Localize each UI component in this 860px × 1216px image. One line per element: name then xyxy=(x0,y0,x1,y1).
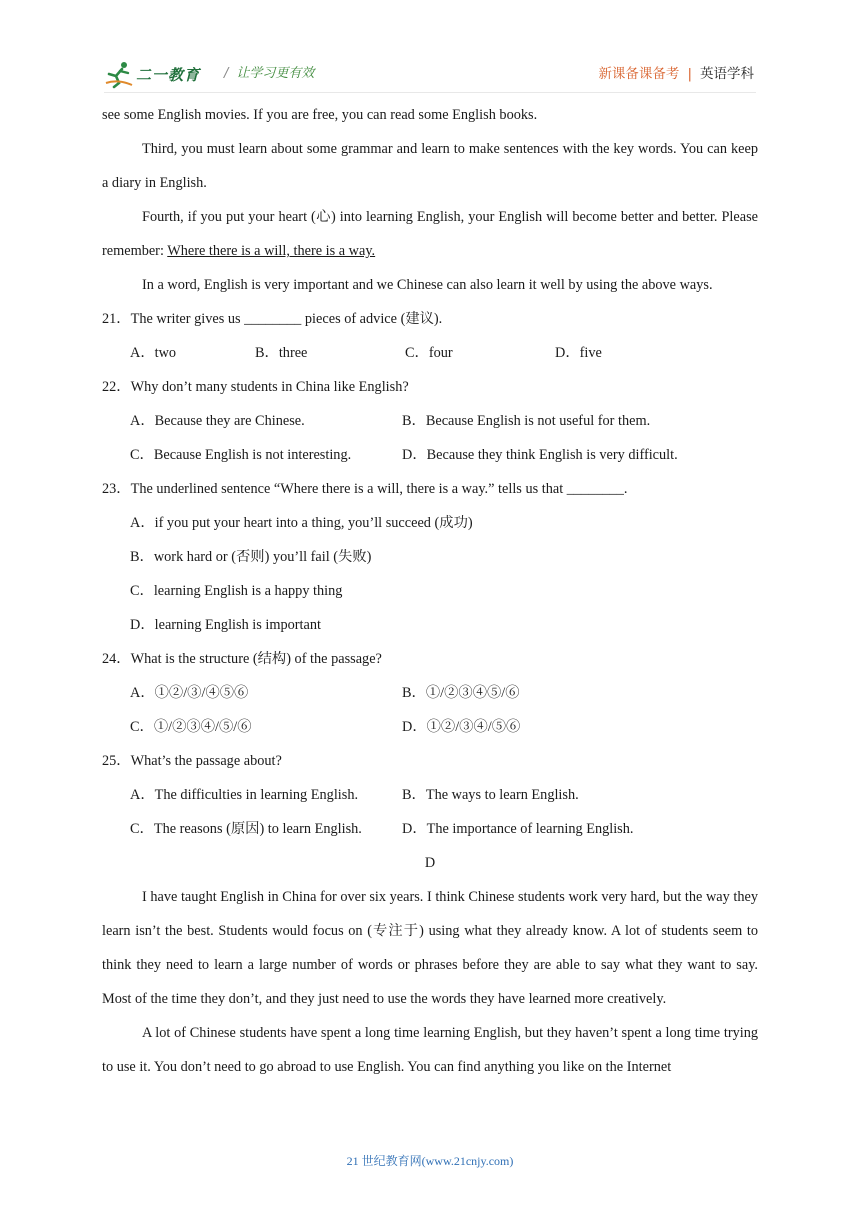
question-22-options-row1 xyxy=(102,404,758,438)
page-header xyxy=(0,0,860,96)
option-c: C．The reasons (原因) to learn English. xyxy=(130,821,362,837)
option-c: C．①/②③④/⑤/⑥ xyxy=(130,719,252,735)
header-rule xyxy=(104,92,756,93)
question-24-options-row1 xyxy=(102,676,758,710)
paragraph-text: Fourth, if you put your heart (心) into learning English, your English will become better and better. Please remember: xyxy=(102,209,758,259)
question-25-stem: 25．What’s the passage about? xyxy=(102,753,282,769)
header-separator: | xyxy=(687,66,692,82)
option-b: B．①/②③④⑤/⑥ xyxy=(402,685,520,701)
header-subject xyxy=(598,62,754,82)
question-25-options-row2 xyxy=(102,812,758,846)
question-24-stem: 24．What is the structure (结构) of the passage? xyxy=(102,651,382,667)
header-course-label: 新课备课备考 xyxy=(598,66,680,82)
question-23-stem: 23．The underlined sentence “Where there is a will, there is a way.” tells us that ________. xyxy=(102,481,628,497)
slogan-text: 让学习更有效 xyxy=(236,66,315,81)
option-c: C．four xyxy=(405,345,453,361)
passage-d-paragraph: A lot of Chinese students have spent a long time learning English, but they haven’t spent a long time trying to use it. You don’t need to go abroad to use English. You can find anything you like on the Internet xyxy=(102,1025,758,1075)
passage-c-paragraph xyxy=(102,200,758,268)
option-b: B．The ways to learn English. xyxy=(402,787,579,803)
option-d: D．The importance of learning English. xyxy=(402,821,634,837)
option-d: D．Because they think English is very difficult. xyxy=(402,447,678,463)
option-d: D．①②/③④/⑤⑥ xyxy=(402,719,521,735)
logo-text: 二一教育 xyxy=(136,65,201,84)
passage-c-paragraph: see some English movies. If you are free, you can read some English books. xyxy=(102,107,538,123)
question-21-stem: 21．The writer gives us ________ pieces of advice (建议). xyxy=(102,311,443,327)
section-heading-d: D xyxy=(424,855,436,871)
option-d: D．five xyxy=(555,345,602,361)
option-a: A．Because they are Chinese. xyxy=(130,413,305,429)
passage-c-paragraph: In a word, English is very important and we Chinese can also learn it well by using the above ways. xyxy=(142,277,713,293)
option-a: A．two xyxy=(130,345,177,361)
option-b: B．work hard or (否则) you’ll fail (失败) xyxy=(130,549,372,565)
option-a: A．①②/③/④⑤⑥ xyxy=(130,685,249,701)
option-a: A．if you put your heart into a thing, you’ll succeed (成功) xyxy=(130,515,473,531)
option-d: D．learning English is important xyxy=(130,617,321,633)
header-subject-label: 英语学科 xyxy=(700,66,754,82)
page-footer: 21 世纪教育网(www.21cnjy.com) xyxy=(346,1154,514,1168)
option-b: B．Because English is not useful for them. xyxy=(402,413,651,429)
question-22-stem: 22．Why don’t many students in China like English? xyxy=(102,379,409,395)
option-a: A．The difficulties in learning English. xyxy=(130,787,359,803)
document-body xyxy=(102,98,758,1084)
question-22-options-row2 xyxy=(102,438,758,472)
question-25-options-row1 xyxy=(102,778,758,812)
runner-logo-icon xyxy=(104,59,134,89)
slogan-slash: / xyxy=(224,66,229,81)
question-21-options xyxy=(102,336,758,370)
option-c: C．Because English is not interesting. xyxy=(130,447,352,463)
slogan xyxy=(224,62,314,81)
option-b: B．three xyxy=(255,345,308,361)
underlined-sentence: Where there is a will, there is a way. xyxy=(167,243,376,259)
option-c: C．learning English is a happy thing xyxy=(130,583,343,599)
passage-c-paragraph: Third, you must learn about some grammar and learn to make sentences with the key words. You can keep a diary in English. xyxy=(102,141,758,191)
passage-d-paragraph: I have taught English in China for over six years. I think Chinese students work very hard, but the way they learn isn’t the best. Students would focus on (专注于) using what they already know. A lot of students seem to think they need to learn a large number of words or phrases before they are able to say what they want to say. Most of the time they don’t, and they just need to use the words they have learned more creatively. xyxy=(102,889,758,1007)
logo xyxy=(104,58,216,90)
question-24-options-row2 xyxy=(102,710,758,744)
